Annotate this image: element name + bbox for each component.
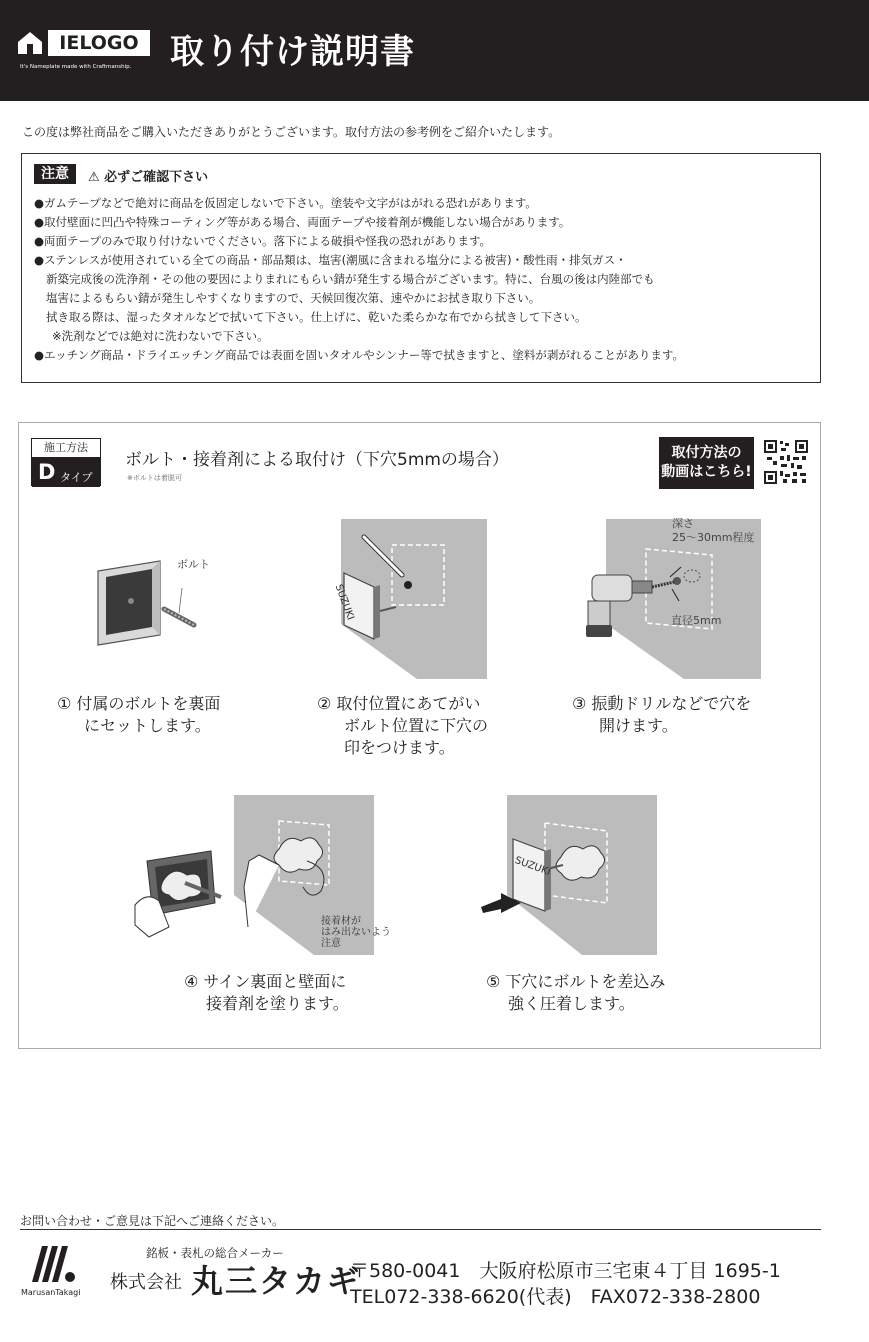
step-4-text [184,971,349,1015]
house-logo-icon [18,32,42,54]
caution-line: ●エッチング商品・ドライエッチング商品では表面を固いタオルやシンナー等で拭きますと、塗料が剥がれることがあります。 [34,348,684,362]
inquiry-text: お問い合わせ・ご意見は下記へご連絡ください。 [20,1214,285,1228]
step-1-line-2: にセットします。 [84,716,211,735]
step-4-line-2: 接着剤を塗ります。 [206,994,349,1013]
step2-illustration [334,519,494,681]
bolt-label: ボルト [177,558,210,571]
adhesive-note [321,916,391,949]
nameplate-label-2: SUZUKI [513,855,552,879]
footer-divider [20,1229,821,1230]
logo-text: IELOGO [48,30,150,56]
step-2-line-2: ボルト位置に下穴の [344,716,489,735]
step-3-line-1: ③ 振動ドリルなどで穴を [572,694,752,713]
caution-line: 新築完成後の洗浄剤・その他の要因によりまれにもらい錆が発生する場合がございます。特に、台風の後は内陸部でも [46,272,655,286]
caution-line: ●ステンレスが使用されている全ての商品・部品類は、塩害(潮風に含まれる塩分による被害)・酸性雨・排気ガス・ [34,253,627,267]
nameplate-label: SUZUKI [332,583,356,622]
qr-code-icon[interactable] [763,439,809,485]
step-2-line-3: 印をつけます。 [344,738,455,757]
step-5-text [486,971,665,1015]
adhesive-note-line-2: はみ出ないよう [321,927,391,938]
caution-list [34,194,684,365]
step-1-text [57,693,220,737]
step-2-line-1: ② 取付位置にあてがい [317,694,481,713]
company-phone: TEL072-338-6620(代表) FAX072-338-2800 [350,1286,761,1308]
company-mark-icon [28,1244,76,1284]
caution-heading: ⚠ 必ずご確認下さい [88,170,209,185]
method-title: ボルト・接着剤による取付け（下穴5mmの場合） [125,450,509,470]
caution-line: ※洗剤などでは絶対に洗わないで下さい。 [52,329,269,343]
caution-tag: 注意 [34,164,76,184]
step-3-line-2: 開けます。 [599,716,678,735]
page-title: 取り付け説明書 [170,32,415,72]
video-link-button[interactable] [659,437,754,489]
method-note: ※ボルトは着脱可 [127,474,182,482]
caution-box [21,153,821,383]
depth-label-2: 25〜30mm程度 [672,531,755,544]
company-prefix: 株式会社 [110,1272,182,1293]
step-5-line-2: 強く圧着します。 [508,994,635,1013]
caution-line: 塩害によるもらい錆が発生しやすくなりますので、天候回復次第、速やかにお拭き取り下さい。 [46,291,541,305]
method-tag-top: 施工方法 [32,439,100,458]
caution-line: ●両面テープのみで取り付けないでください。落下による破損や怪我の恐れがあります。 [34,234,492,248]
video-line-2: 動画はこちら! [661,464,752,480]
method-panel [18,422,821,1049]
step-5-line-1: ⑤ 下穴にボルトを差込み [486,972,666,991]
company-address: 〒580-0041 大阪府松原市三宅東４丁目 1695-1 [350,1260,781,1282]
brand-logo [18,30,150,56]
company-mark-name: MarusanTakagi [21,1288,81,1297]
depth-label-1: 深さ [672,517,694,530]
logo-tagline: It's Nameplate made with Craftmanship. [20,64,132,70]
header-bar [0,0,869,101]
video-line-1: 取付方法の [671,445,742,461]
intro-text: この度は弊社商品をご購入いただきありがとうございます。取付方法の参考例をご紹介いたします。 [22,125,561,139]
method-tag-type: タイプ [60,471,93,484]
step5-illustration [477,795,662,957]
step-3-text [572,693,751,737]
method-tag-letter: D [38,460,56,484]
diameter-label: 直径5mm [671,614,722,627]
caution-line: 拭き取る際は、湿ったタオルなどで拭いて下さい。仕上げに、乾いた柔らかな布でから拭きして下さい。 [46,310,587,324]
method-type-tag [31,438,101,486]
adhesive-note-line-1: 接着材が [321,916,361,927]
step-1-line-1: ① 付属のボルトを裏面 [57,694,221,713]
caution-line: ●ガムテープなどで絶対に商品を仮固定しないで下さい。塗装や文字がはがれる恐れがあります。 [34,196,537,210]
company-name: 丸三タカギ [191,1262,362,1300]
company-subtitle: 銘板・表札の総合メーカー [146,1246,284,1260]
caution-line: ●取付壁面に凹凸や特殊コーティング等がある場合、両面テープや接着剤が機能しない場合があります。 [34,215,571,229]
step-2-text [317,693,488,759]
step-4-line-1: ④ サイン裏面と壁面に [184,972,347,991]
adhesive-note-line-3: 注意 [321,938,341,949]
